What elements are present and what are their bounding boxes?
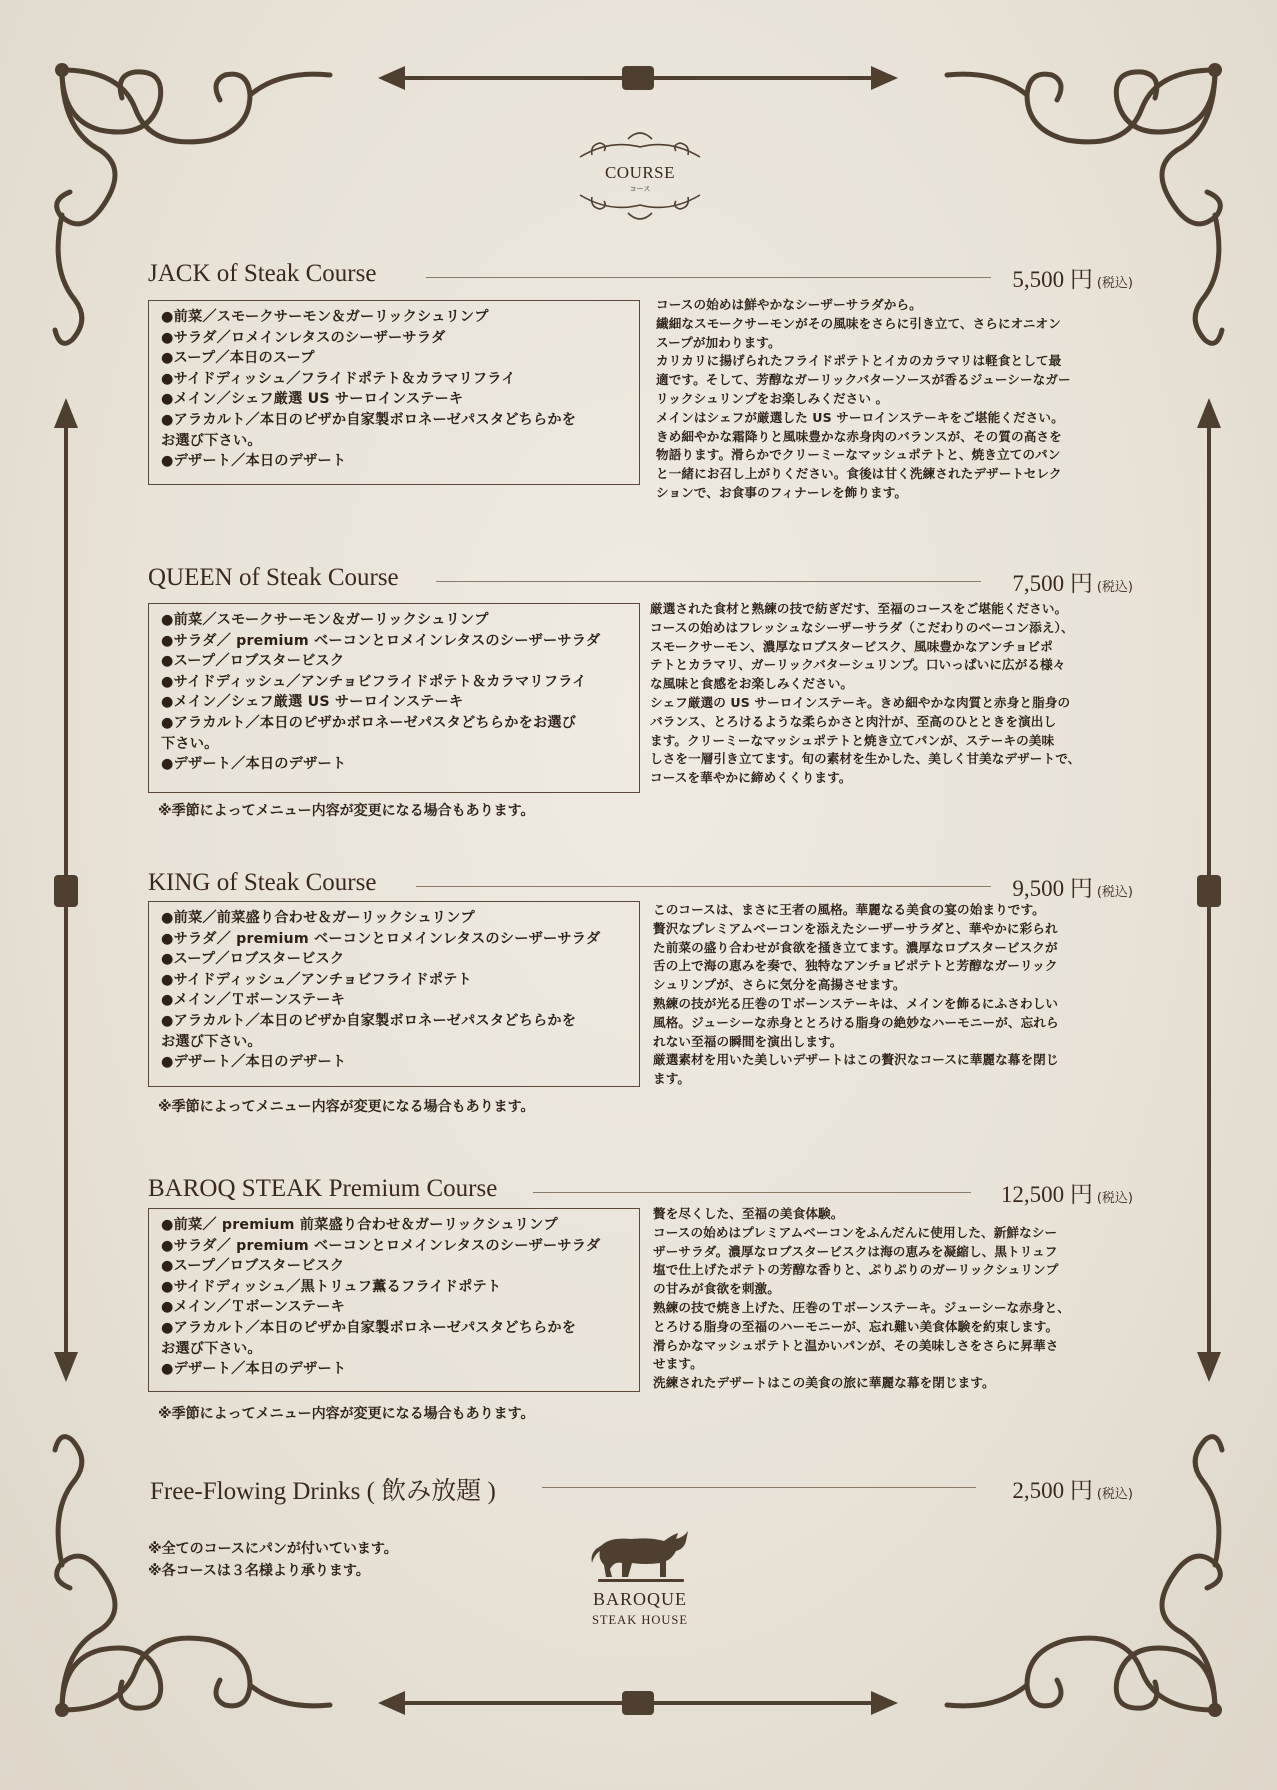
drinks-heading xyxy=(150,1467,1133,1507)
seasonal-note: ※季節によってメニュー内容が変更になる場合もあります。 xyxy=(158,1406,535,1422)
course-header-emblem xyxy=(570,125,710,230)
menu-item: ●サラダ／ premium ベーコンとロメインレタスのシーザーサラダ xyxy=(161,930,601,947)
logo-name: BAROQUE xyxy=(592,1589,687,1609)
menu-item: ●アラカルト／本日のピザかボロネーゼパスタどちらかをお選び xyxy=(161,714,577,731)
menu-item: ●スープ／本日のスープ xyxy=(161,350,315,367)
menu-item: ●サイドディッシュ／黒トリュフ薫るフライドポテト xyxy=(161,1278,502,1295)
section-title: COURSE xyxy=(604,163,676,182)
menu-item: ●サラダ／ premium ベーコンとロメインレタスのシーザーサラダ xyxy=(161,1237,601,1254)
course-price: 9,500 円 (税込) xyxy=(1012,876,1133,901)
footnote: ※全てのコースにパンが付いています。 xyxy=(148,1541,398,1557)
course-items-box xyxy=(148,300,640,485)
menu-item: ●サイドディッシュ／アンチョビフライドポテト＆カラマリフライ xyxy=(161,673,587,690)
menu-item: ●メイン／Ｔボーンステーキ xyxy=(161,1299,345,1316)
course-jack xyxy=(148,256,1133,516)
menu-item: ●スープ／ロブスタービスク xyxy=(161,1258,345,1275)
course-baroq-premium xyxy=(148,1171,1133,1431)
menu-item: ●サラダ／ロメインレタスのシーザーサラダ xyxy=(161,329,446,346)
course-items-box xyxy=(148,603,640,793)
menu-item: ●デザート／本日のデザート xyxy=(161,756,347,773)
menu-item: ●メイン／シェフ厳選 US サーロインステーキ xyxy=(161,694,464,711)
menu-item: ●サイドディッシュ／アンチョビフライドポテト xyxy=(161,971,472,988)
course-items-box xyxy=(148,901,640,1087)
course-description: このコースは、まさに王者の風格。華麗なる美食の宴の始まりです。 贅沢なプレミアムベーコンを添えたシーザーサラダと、華やかに彩られ た前菜の盛り合わせが食欲を掻き立てます。濃厚なロブスタービスクが 舌の上で海の恵みを奏で、独特なアンチョビポテトと芳醇なガーリック シュリンプが、さらに気分を高揚させます。 熟練の技が光る圧巻のＴボーンステーキは、メインを飾るにふさわしい 風格。ジューシーな赤身ととろける脂身の絶妙なハーモニーが、忘れら れない至福の瞬間を演出します。 厳選素材を用いた美しいデザートはこの贅沢なコースに華麗な幕を閉じ ます。 xyxy=(653,902,1059,1087)
course-king xyxy=(148,865,1133,1125)
course-description: コースの始めは鮮やかなシーザーサラダから。 繊細なスモークサーモンがその風味をさらに引き立て、さらにオニオン スープが加わります。 カリカリに揚げられたフライドポテトとイカのカラマリは軽食として最 適です。そして、芳醇なガーリックバターソースが香るジューシーなガー リックシュリンプをお楽しみください 。 メインはシェフが厳選した US サーロインステーキをご堪能ください。 きめ細やかな霜降りと風味豊かな赤身肉のバランスが、その質の高さを 物語ります。滑らかでクリーミーなマッシュポテトと、焼き立てのパン と一緒にお召し上がりください。食後は甘く洗練されたデザートセレク ションで、お食事のフィナーレを飾ります。 xyxy=(656,297,1071,500)
seasonal-note: ※季節によってメニュー内容が変更になる場合もあります。 xyxy=(158,1099,535,1115)
course-name: QUEEN of Steak Course xyxy=(148,564,399,591)
seasonal-note: ※季節によってメニュー内容が変更になる場合もあります。 xyxy=(158,803,535,819)
course-heading xyxy=(148,560,1133,598)
footnote: ※各コースは３名様より承ります。 xyxy=(148,1563,370,1579)
course-price: 12,500 円 (税込) xyxy=(1000,1182,1133,1207)
menu-item: ●前菜／スモークサーモン＆ガーリックシュリンプ xyxy=(161,309,489,325)
drinks-price: 2,500 円 (税込) xyxy=(1012,1478,1133,1503)
menu-item: ●前菜／スモークサーモン＆ガーリックシュリンプ xyxy=(161,612,489,628)
menu-item: ●スープ／ロブスタービスク xyxy=(161,653,345,670)
divider-line xyxy=(436,581,981,582)
menu-item: 下さい。 xyxy=(161,735,219,752)
menu-item: ●アラカルト／本日のピザか自家製ボロネーゼパスタどちらかを xyxy=(161,411,577,428)
course-items-box xyxy=(148,1208,640,1392)
divider-line xyxy=(542,1487,976,1488)
course-name: KING of Steak Course xyxy=(148,869,377,896)
section-subtitle: コース xyxy=(629,185,651,193)
divider-line xyxy=(533,1192,971,1193)
menu-item: ●メイン／シェフ厳選 US サーロインステーキ xyxy=(161,391,464,408)
footnotes xyxy=(148,1538,398,1582)
course-description: 厳選された食材と熟練の技で紡ぎだす、至福のコースをご堪能ください。 コースの始めはフレッシュなシーザーサラダ（こだわりのベーコン添え）、 スモークサーモン、濃厚なロブスタービスク、風味豊かなアンチョビポ テトとカラマリ、ガーリックバターシュリンプ。口いっぱいに広がる様々 な風味と食感をお楽しみください。 シェフ厳選の US サーロインステーキ。きめ細やかな肉質と赤身と脂身の バランス、とろけるような柔らかさと肉汁が、至高のひとときを演出し ます。クリーミーなマッシュポテトと焼き立てパンが、ステーキの美味 しさを一層引き立てます。旬の素材を生かした、美しく甘美なデザートで、 コースを華やかに締めくくります。 xyxy=(650,601,1081,786)
course-price: 5,500 円 (税込) xyxy=(1012,267,1133,292)
menu-item: ●デザート／本日のデザート xyxy=(161,453,347,470)
menu-item: お選び下さい。 xyxy=(161,432,262,449)
menu-item: ●デザート／本日のデザート xyxy=(161,1361,347,1378)
menu-item: ●メイン／Ｔボーンステーキ xyxy=(161,992,345,1009)
logo-subtitle: STEAK HOUSE xyxy=(591,1613,689,1627)
course-heading xyxy=(148,1171,1133,1209)
menu-item: お選び下さい。 xyxy=(161,1340,262,1357)
menu-item: ●アラカルト／本日のピザか自家製ボロネーゼパスタどちらかを xyxy=(161,1012,577,1029)
menu-item: お選び下さい。 xyxy=(161,1033,262,1050)
divider-line xyxy=(426,277,991,278)
menu-item: ●サラダ／ premium ベーコンとロメインレタスのシーザーサラダ xyxy=(161,632,601,649)
restaurant-logo xyxy=(580,1525,700,1645)
menu-item: ●デザート／本日のデザート xyxy=(161,1054,347,1071)
menu-item: ●スープ／ロブスタービスク xyxy=(161,951,345,968)
menu-item: ●前菜／ premium 前菜盛り合わせ＆ガーリックシュリンプ xyxy=(161,1217,558,1233)
course-description: 贅を尽くした、至福の美食体験。 コースの始めはプレミアムベーコンをふんだんに使用した、新鮮なシー ザーサラダ。濃厚なロブスタービスクは海の恵みを凝縮し、黒トリュフ 塩で仕上げたポテトの芳醇な香りと、ぷりぷりのガーリックシュリンプ の甘みが食欲を刺激。 熟練の技で焼き上げた、圧巻のＴボーンステーキ。ジューシーな赤身と、 とろける脂身の至福のハーモニーが、忘れ難い美食体験を約束します。 滑らかなマッシュポテトと温かいパンが、その美味しさをさらに昇華さ せます。 洗練されたデザートはこの美食の旅に華麗な幕を閉じます。 xyxy=(653,1206,1071,1391)
course-name: BAROQ STEAK Premium Course xyxy=(148,1175,498,1202)
course-heading xyxy=(148,256,1133,294)
menu-item: ●前菜／前菜盛り合わせ＆ガーリックシュリンプ xyxy=(161,910,475,926)
bull-icon xyxy=(580,1525,700,1587)
course-price: 7,500 円 (税込) xyxy=(1012,571,1133,596)
course-heading xyxy=(148,865,1133,903)
course-name: JACK of Steak Course xyxy=(148,260,377,287)
divider-line xyxy=(416,886,991,887)
menu-item: ●アラカルト／本日のピザか自家製ボロネーゼパスタどちらかを xyxy=(161,1319,577,1336)
menu-item: ●サイドディッシュ／フライドポテト＆カラマリフライ xyxy=(161,370,516,387)
drinks-name: Free-Flowing Drinks ( 飲み放題 ) xyxy=(150,1478,496,1505)
course-queen xyxy=(148,560,1133,820)
